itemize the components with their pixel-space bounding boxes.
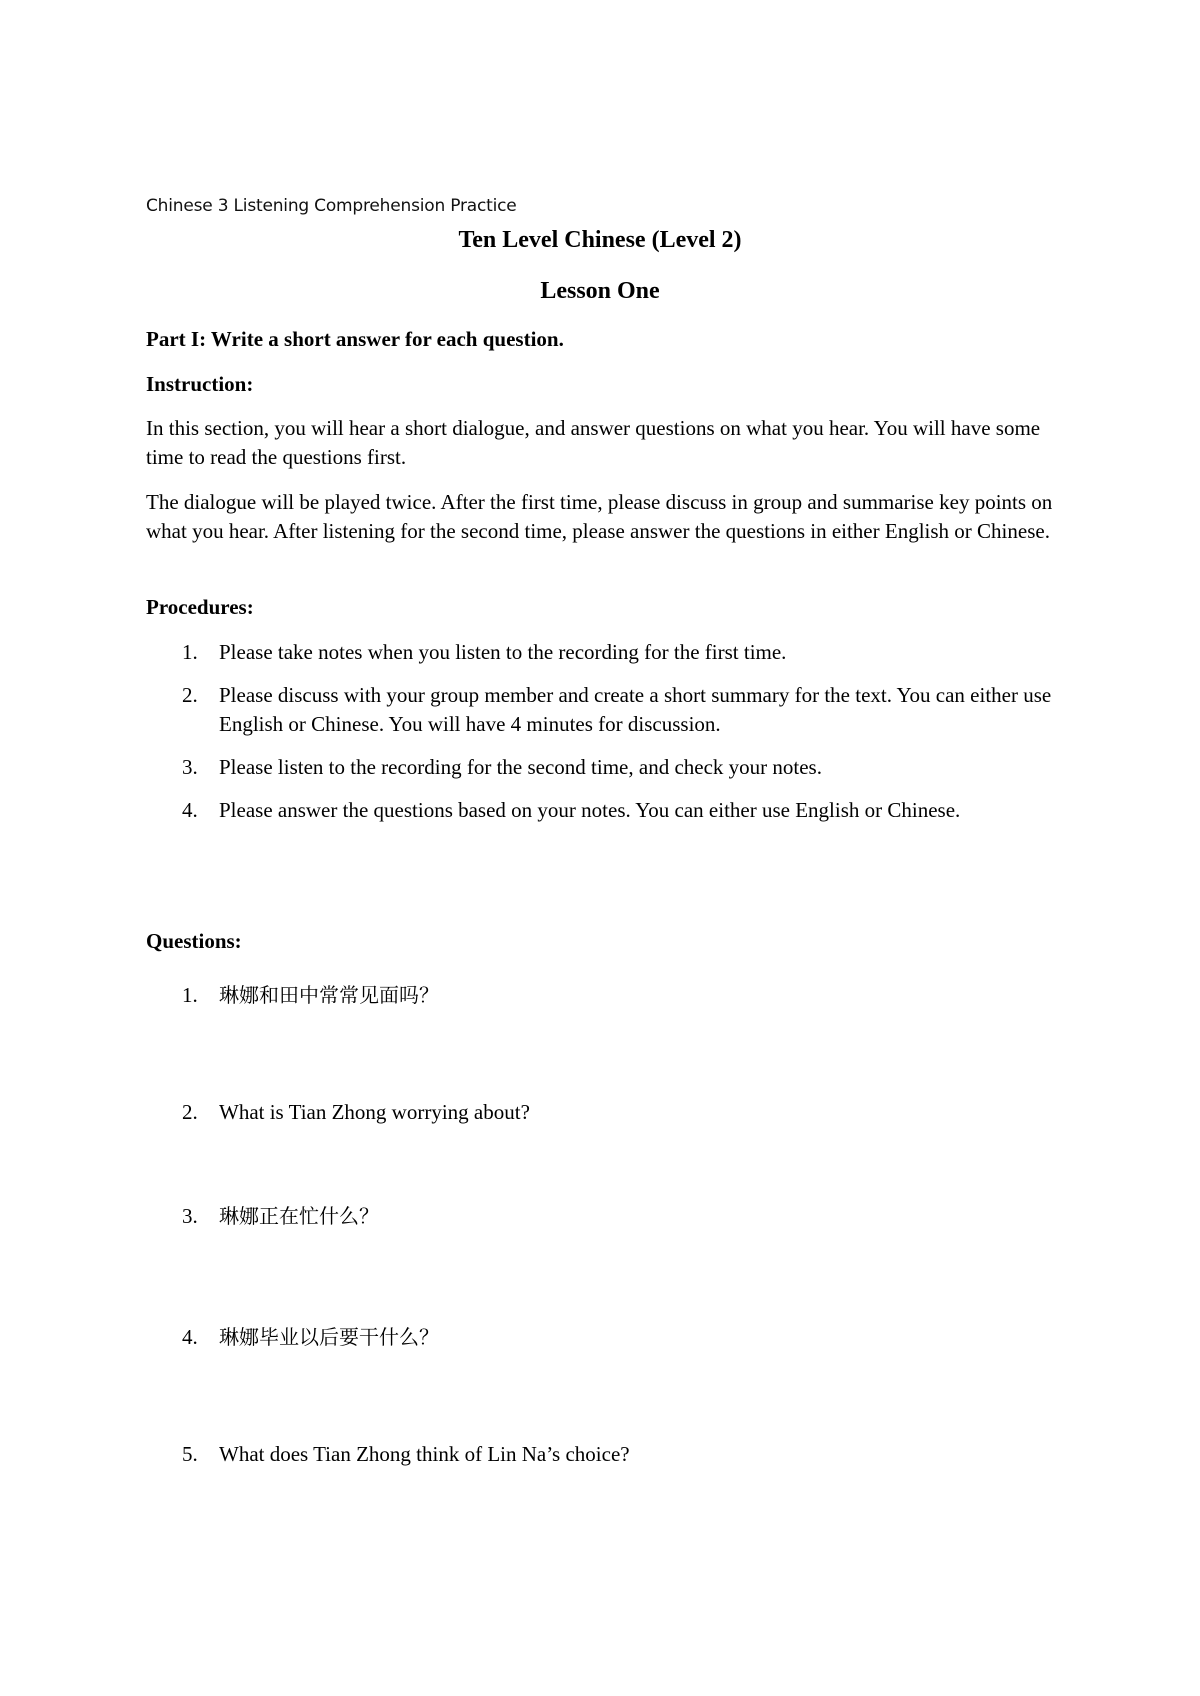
question-number: 2. bbox=[182, 1100, 198, 1124]
lesson-title: Lesson One bbox=[540, 278, 660, 304]
question-text: 琳娜和田中常常见面吗？ bbox=[219, 983, 439, 1007]
question-text: 琳娜正在忙什么？ bbox=[219, 1204, 379, 1228]
list-item bbox=[146, 638, 1076, 667]
list-number: 3. bbox=[182, 755, 198, 779]
instruction-paragraph bbox=[146, 414, 1076, 472]
part1-heading: Part I: Write a short answer for each question. bbox=[146, 327, 564, 351]
question-text: What is Tian Zhong worrying about? bbox=[219, 1100, 530, 1124]
question-number: 4. bbox=[182, 1325, 198, 1349]
procedure-text: Please answer the questions based on your notes. You can either use English or Chinese. bbox=[219, 798, 961, 822]
document-title: Ten Level Chinese (Level 2) bbox=[458, 227, 742, 253]
question-text: 琳娜毕业以后要干什么？ bbox=[219, 1325, 439, 1349]
list-item bbox=[146, 796, 1076, 825]
list-item bbox=[146, 753, 1076, 782]
procedure-text: Please take notes when you listen to the recording for the first time. bbox=[219, 640, 787, 664]
header-label: Chinese 3 Listening Comprehension Practice bbox=[146, 196, 517, 216]
list-number: 4. bbox=[182, 798, 198, 822]
questions-heading: Questions: bbox=[146, 929, 242, 953]
procedure-text: Please listen to the recording for the second time, and check your notes. bbox=[219, 755, 822, 779]
question-number: 5. bbox=[182, 1442, 198, 1466]
question-text: What does Tian Zhong think of Lin Na’s choice? bbox=[219, 1442, 630, 1466]
instruction-text-1: In this section, you will hear a short dialogue, and answer questions on what you hear. You will have some time to read the questions first. bbox=[146, 416, 1041, 469]
instruction-text-2: The dialogue will be played twice. After the first time, please discuss in group and summarise key points on what you hear. After listening for the second time, please answer the questions in either English or Chinese. bbox=[146, 490, 1053, 543]
instruction-heading: Instruction: bbox=[146, 372, 254, 396]
list-item bbox=[146, 681, 1076, 739]
procedures-list bbox=[146, 638, 1076, 825]
procedure-text: Please discuss with your group member and create a short summary for the text. You can either use English or Chinese. You will have 4 minutes for discussion. bbox=[219, 683, 1052, 736]
instruction-paragraph bbox=[146, 488, 1076, 546]
list-number: 1. bbox=[182, 640, 198, 664]
question-number: 3. bbox=[182, 1204, 198, 1228]
procedures-heading: Procedures: bbox=[146, 595, 254, 619]
question-number: 1. bbox=[182, 983, 198, 1007]
list-number: 2. bbox=[182, 683, 198, 707]
